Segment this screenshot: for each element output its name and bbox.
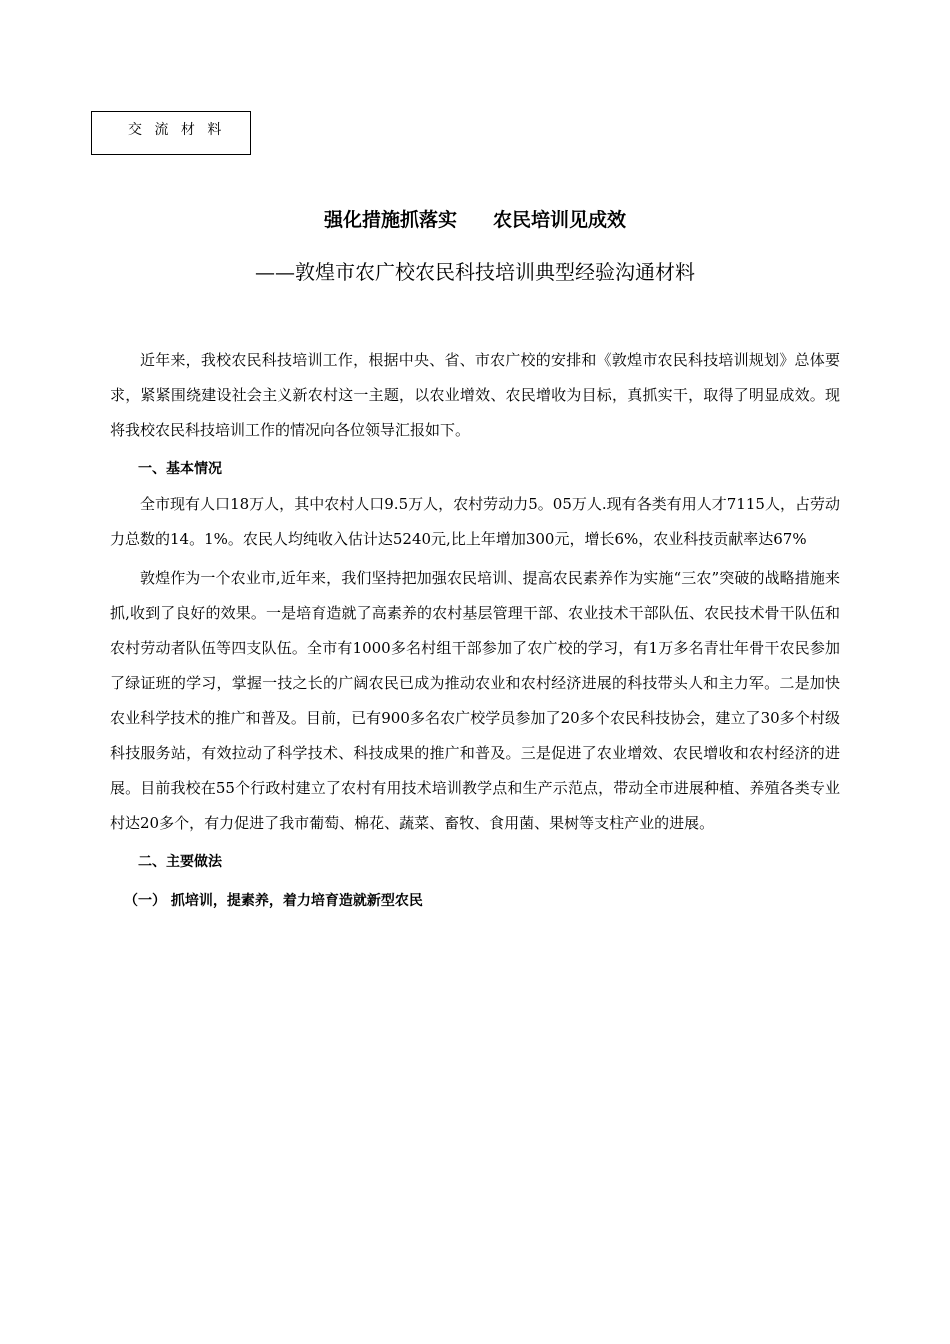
document-type-label: 交 流 材 料 [91, 111, 251, 155]
document-title [0, 205, 950, 232]
section-2-subheading: （一） 抓培训，提素养，着力培育造就新型农民 [124, 893, 423, 909]
intro-paragraph: 近年来，我校农民科技培训工作，根据中央、省、市农广校的安排和《敦煌市农民科技培训规划》总体要求，紧紧围绕建设社会主义新农村这一主题，以农业增效、农民增收为目标，真抓实干，取得了明显成效。现将我校农民科技培训工作的情况向各位领导汇报如下。 [110, 351, 840, 439]
section-1-heading: 一、基本情况 [138, 461, 222, 477]
section-1-paragraph-2: 敦煌作为一个农业市,近年来，我们坚持把加强农民培训、提高农民素养作为实施“三农”突破的战略措施来抓,收到了良好的效果。一是培育造就了高素养的农村基层管理干部、农业技术干部队伍、农民技术骨干队伍和农村劳动者队伍等四支队伍。全市有1000多名村组干部参加了农广校的学习，有1万多名青壮年骨干农民参加了绿证班的学习，掌握一技之长的广阔农民已成为推动农业和农村经济进展的科技带头人和主力军。二是加快农业科学技术的推广和普及。目前，已有900多名农广校学员参加了20多个农民科技协会，建立了30多个村级科技服务站，有效拉动了科学技术、科技成果的推广和普及。三是促进了农业增效、农民增收和农村经济的进展。目前我校在55个行政村建立了农村有用技术培训教学点和生产示范点，带动全市进展种植、养殖各类专业村达20多个，有力促进了我市葡萄、棉花、蔬菜、畜牧、食用菌、果树等支柱产业的进展。 [110, 569, 840, 832]
section-1-paragraph-1: 全市现有人口18万人，其中农村人口9.5万人，农村劳动力5。05万人.现有各类有用人才7115人，占劳动力总数的14。1%。农民人均纯收入估计达5240元,比上年增加300元，增长6%，农业科技贡献率达67% [110, 495, 840, 548]
section-2-heading: 二、主要做法 [138, 854, 222, 870]
title-part-2: 农民培训见成效 [493, 209, 627, 231]
document-subtitle: ——敦煌市农广校农民科技培训典型经验沟通材料 [255, 260, 695, 284]
title-part-1: 强化措施抓落实 [323, 209, 457, 231]
document-body [110, 343, 840, 919]
